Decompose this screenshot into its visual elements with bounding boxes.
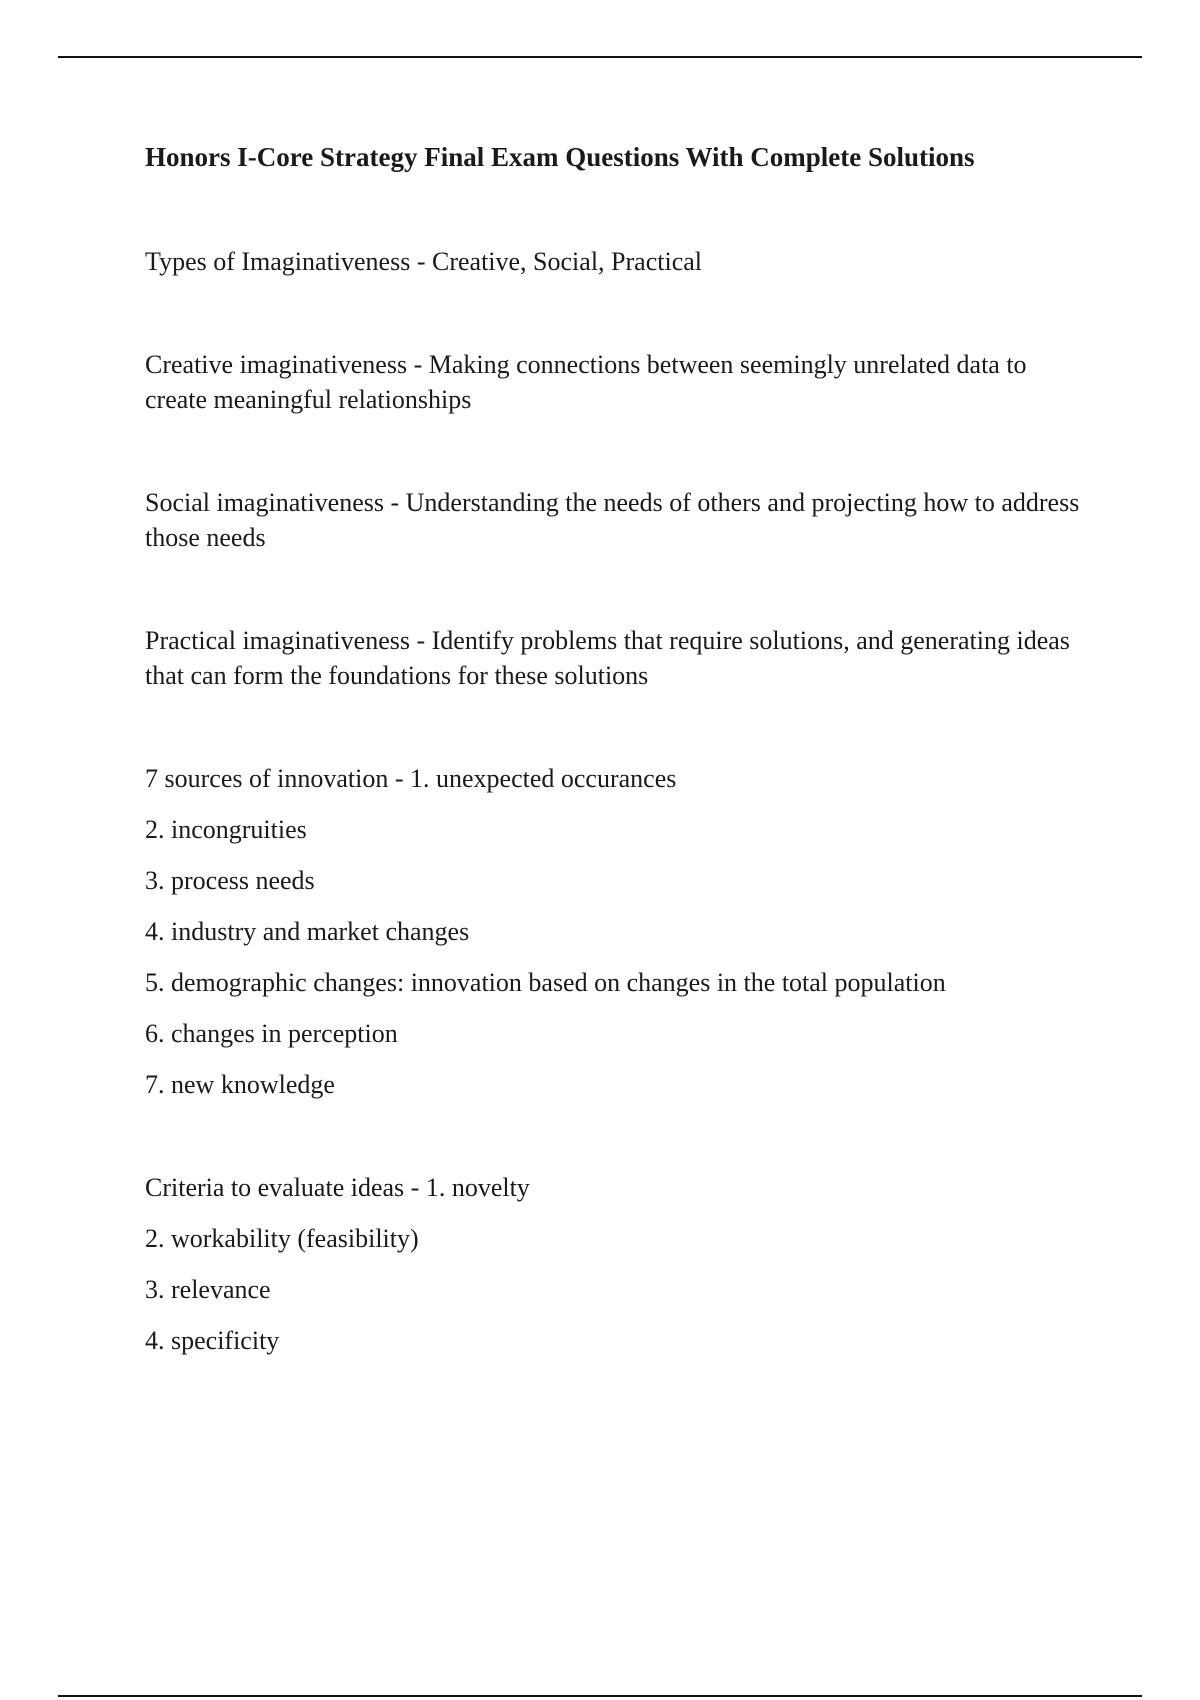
sources-of-innovation-block [145,761,1095,1102]
list-item: 2. workability (feasibility) [145,1224,419,1253]
list-item: 3. process needs [145,866,315,895]
list-item: 7. new knowledge [145,1070,335,1099]
sources-of-innovation-heading: 7 sources of innovation - 1. unexpected occurances [145,764,677,793]
list-item: 2. incongruities [145,815,307,844]
entry-creative-imaginativeness: Creative imaginativeness - Making connections between seemingly unrelated data to create meaningful relationships [145,350,1027,414]
list-item: 3. relevance [145,1275,271,1304]
list-item: 6. changes in perception [145,1019,398,1048]
document-title: Honors I-Core Strategy Final Exam Questions With Complete Solutions [145,142,975,172]
criteria-heading: Criteria to evaluate ideas - 1. novelty [145,1173,530,1202]
criteria-block [145,1170,1095,1358]
entry-social-imaginativeness: Social imaginativeness - Understanding the needs of others and projecting how to address those needs [145,488,1080,552]
list-item: 4. specificity [145,1326,280,1355]
list-item: 4. industry and market changes [145,917,470,946]
top-rule [58,56,1142,58]
document-body [145,140,1095,1358]
list-item: 5. demographic changes: innovation based on changes in the total population [145,968,946,997]
entry-practical-imaginativeness: Practical imaginativeness - Identify problems that require solutions, and generating ideas that can form the foundations for these solutions [145,626,1070,690]
bottom-rule [58,1695,1142,1697]
entry-types-of-imaginativeness: Types of Imaginativeness - Creative, Social, Practical [145,247,702,276]
